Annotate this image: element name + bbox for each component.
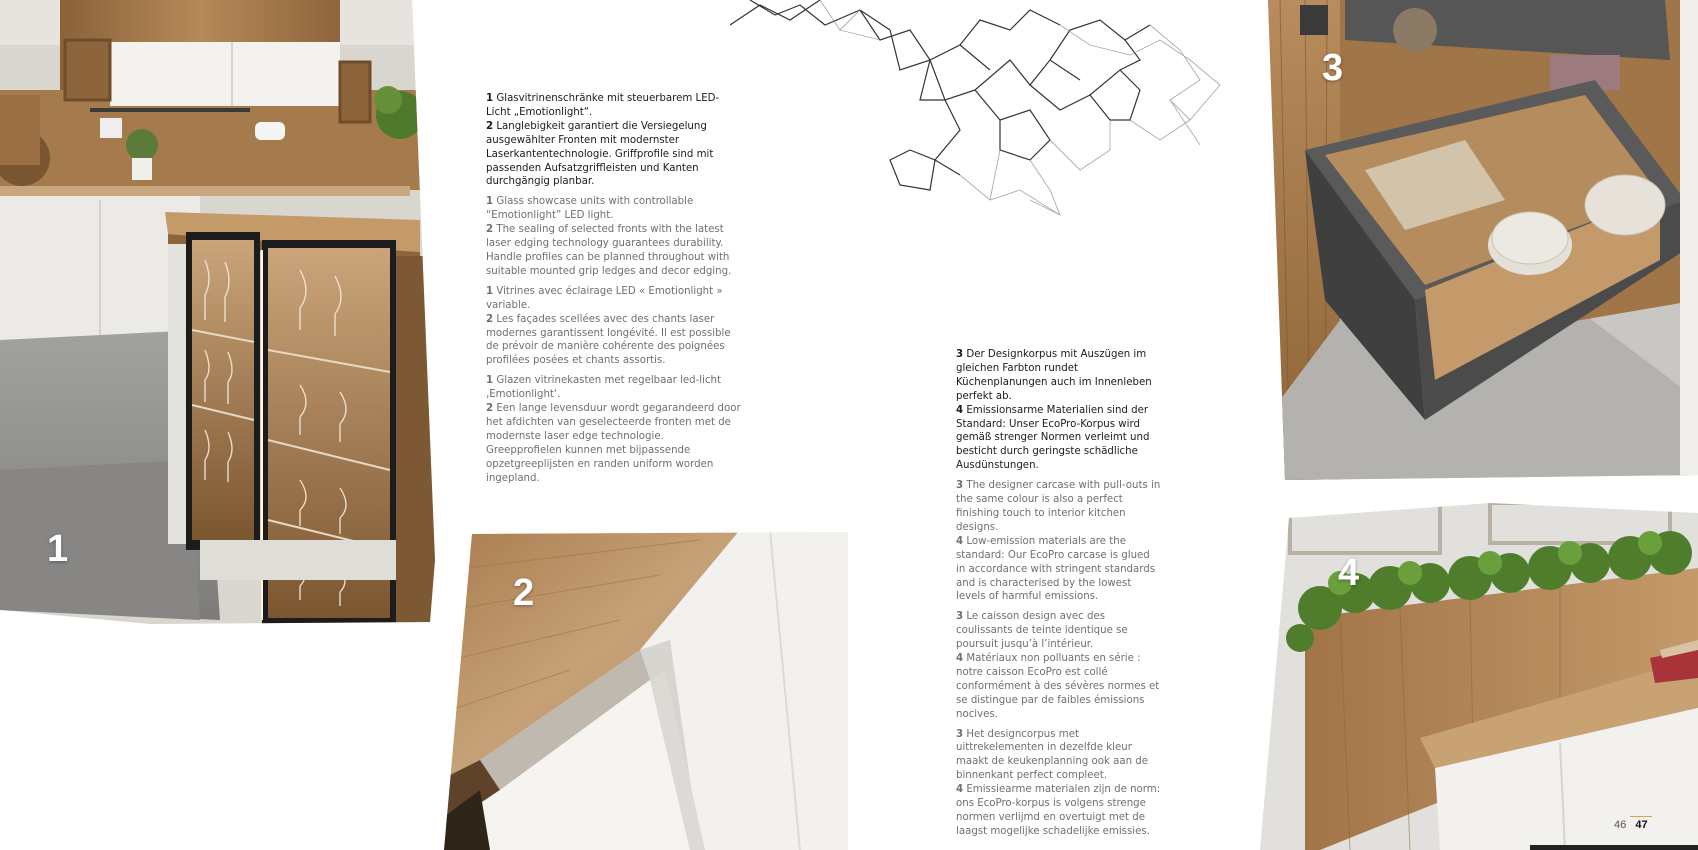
text-column-right bbox=[956, 348, 1161, 845]
caption-de-4: Emissionsarme Materialien sind der Standard: Unser EcoPro-Korpus wird gemäß strenger Normen verleimt und besticht durch geringste schädliche Ausdünstungen. bbox=[956, 404, 1150, 472]
caption-en-4: Low-emission materials are the standard: Our EcoPro carcase is glued in accordance with stringent standards and is characterised by the lowest levels of harmful emissions. bbox=[956, 535, 1156, 603]
caption-de-2: Langlebigkeit garantiert die Versiegelung ausgewählter Fronten mit modernster Laserkantentechnologie. Griffprofile sind mit passenden Aufsatzgriffleisten und Kanten durchgängig planbar. bbox=[486, 120, 714, 188]
photo-2-worktop-detail bbox=[440, 530, 850, 850]
text-left-fr bbox=[486, 285, 741, 368]
item-number: 2 bbox=[486, 224, 494, 236]
item-number: 3 bbox=[956, 728, 964, 740]
item-number: 1 bbox=[486, 375, 494, 387]
text-left-en bbox=[486, 195, 741, 278]
caption-en-3: The designer carcase with pull-outs in the same colour is also a perfect finishing touch to interior kitchen designs. bbox=[956, 480, 1161, 533]
item-number: 1 bbox=[486, 196, 494, 208]
caption-fr-4: Matériaux non polluants en série : notre caisson EcoPro est collé conformément à des sévères normes et se distingue par de faibles émissions nocives. bbox=[956, 653, 1160, 720]
network-graphic bbox=[730, 0, 1230, 230]
item-number: 4 bbox=[956, 404, 964, 416]
caption-nl-3: Het designcorpus met uittrekelementen in dezelfde kleur maakt de keukenplanning ook aan de binnenkant perfect compleet. bbox=[956, 728, 1148, 782]
caption-fr-2: Les façades scellées avec des chants laser modernes garantissent longévité. Il est possible de prévoir de manière cohérente des poignées profilées posées et chants assortis. bbox=[486, 313, 731, 367]
caption-fr-1: Vitrines avec éclairage LED « Emotionlight » variable. bbox=[486, 285, 723, 311]
photo-2-image bbox=[440, 530, 850, 850]
item-number: 4 bbox=[956, 653, 964, 665]
caption-nl-4: Emissiearme materialen zijn de norm: ons EcoPro-korpus is volgens strenge normen verlijmd en overtuigt met de laagst mogelijke schadelijke emissies. bbox=[956, 784, 1161, 837]
text-left-de bbox=[486, 92, 741, 189]
item-number: 1 bbox=[486, 285, 494, 297]
item-number: 4 bbox=[956, 784, 964, 796]
photo-4-image bbox=[1260, 498, 1698, 850]
text-right-de bbox=[956, 348, 1161, 473]
item-number: 2 bbox=[486, 403, 494, 415]
caption-en-1: Glass showcase units with controllable “Emotionlight” LED light. bbox=[486, 196, 694, 222]
photo-2-number: 2 bbox=[513, 572, 535, 614]
item-number: 1 bbox=[486, 93, 494, 104]
photo-1-glass-showcase bbox=[0, 0, 440, 630]
item-number: 3 bbox=[956, 480, 964, 492]
folio-accent-line bbox=[1630, 816, 1652, 817]
caption-de-1: Glasvitrinenschränke mit steuerbarem LED-Licht „Emotionlight“. bbox=[486, 93, 720, 118]
photo-3-pull-out-drawer bbox=[1265, 0, 1698, 485]
network-lines bbox=[730, 0, 1230, 230]
photo-1-number: 1 bbox=[47, 528, 69, 570]
page-number-left: 46 bbox=[1614, 819, 1627, 831]
item-number: 3 bbox=[956, 611, 964, 623]
item-number: 4 bbox=[956, 535, 964, 547]
page-number-right: 47 bbox=[1635, 819, 1648, 831]
text-column-left bbox=[486, 92, 741, 491]
caption-nl-2: Een lange levensduur wordt gegarandeerd door het afdichten van geselecteerde fronten met de modernste laser edge technologie. Greepprofielen kunnen met bijpassende opzetgreeplijsten en randen uniform worden ingepland. bbox=[486, 403, 741, 484]
text-right-fr bbox=[956, 610, 1161, 721]
caption-nl-1: Glazen vitrinekasten met regelbaar led-licht ‚Emotionlight‘. bbox=[486, 375, 722, 401]
text-right-nl bbox=[956, 728, 1161, 839]
page-numbers bbox=[1614, 819, 1648, 831]
photo-4-herb-planter bbox=[1260, 498, 1698, 850]
item-number: 2 bbox=[486, 313, 494, 325]
photo-3-number: 3 bbox=[1322, 47, 1344, 89]
item-number: 3 bbox=[956, 349, 964, 360]
text-left-nl bbox=[486, 374, 741, 485]
photo-4-number: 4 bbox=[1338, 552, 1360, 594]
caption-de-3: Der Designkorpus mit Auszügen im gleichen Farbton rundet Küchenplanungen auch im Innenleben perfekt ab. bbox=[956, 349, 1152, 402]
text-right-en bbox=[956, 479, 1161, 604]
caption-en-2: The sealing of selected fronts with the latest laser edging technology guarantees durability. Handle profiles can be planned throughout with suitable mounted grip ledges and decor edging. bbox=[486, 224, 732, 277]
item-number: 2 bbox=[486, 120, 494, 132]
caption-fr-3: Le caisson design avec des coulissants de teinte identique se poursuit jusqu’à l’intérieur. bbox=[956, 611, 1128, 651]
bottom-edge-bar bbox=[1530, 845, 1698, 850]
